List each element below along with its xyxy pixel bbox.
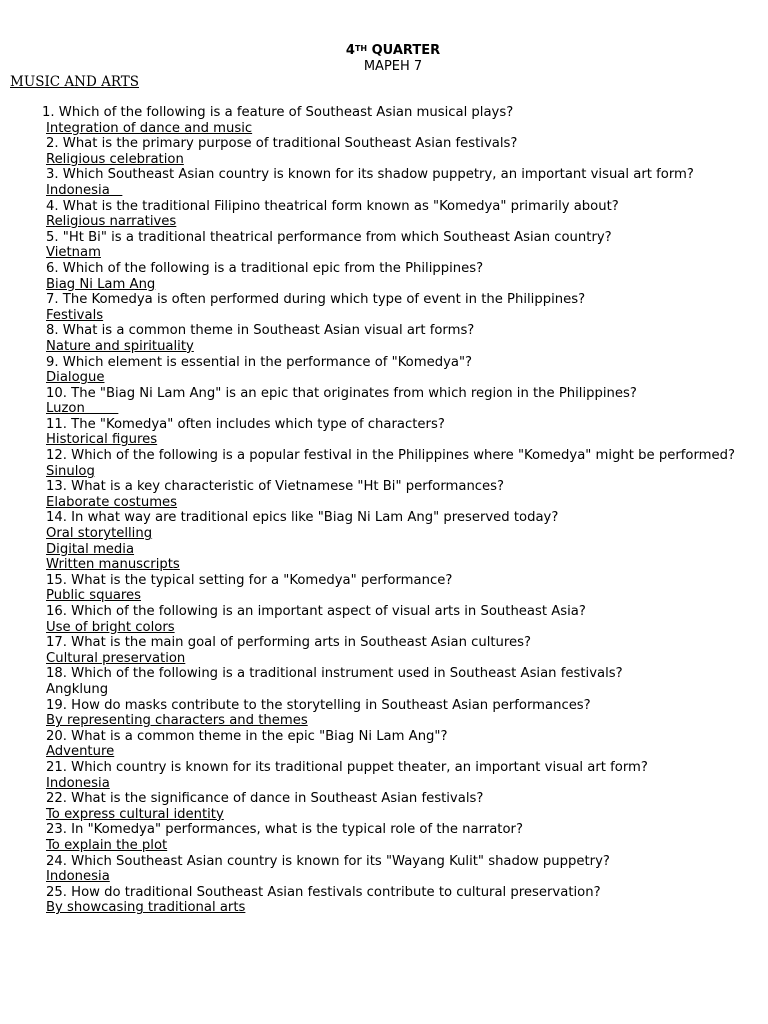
question-21: 21. Which country is known for its traditional puppet theater, an important visual art form?: [46, 759, 648, 775]
title-text: QUARTER: [367, 43, 441, 58]
answer-text: Indonesia: [46, 775, 110, 791]
question-19: 19. How do masks contribute to the storytelling in Southeast Asian performances?: [46, 697, 591, 713]
answer-text: Religious narratives: [46, 214, 177, 230]
answer-5: [46, 245, 746, 261]
page-title: [0, 43, 768, 59]
answer-18: [46, 682, 746, 698]
answer-text: Integration of dance and music: [46, 120, 253, 136]
question-14: 14. In what way are traditional epics like "Biag Ni Lam Ang" preserved today?: [46, 510, 559, 526]
question-3: 3. Which Southeast Asian country is known for its shadow puppetry, an important visual art form?: [46, 167, 694, 183]
answer-19: [46, 713, 746, 729]
answer-text: Written manuscripts: [46, 557, 180, 573]
page-subtitle: MAPEH 7: [363, 59, 423, 74]
question-20: 20. What is a common theme in the epic "Biag Ni Lam Ang"?: [46, 728, 448, 744]
answer-4: [46, 214, 746, 230]
question-6: 6. Which of the following is a traditional epic from the Philippines?: [46, 260, 484, 276]
question-4: 4. What is the traditional Filipino theatrical form known as "Komedya" primarily about?: [46, 198, 619, 214]
question-18: 18. Which of the following is a traditional instrument used in Southeast Asian festivals?: [46, 666, 623, 682]
answer-14-3: [46, 557, 746, 573]
question-2: 2. What is the primary purpose of traditional Southeast Asian festivals?: [46, 136, 518, 152]
answer-8: [46, 339, 746, 355]
question-8: 8. What is a common theme in Southeast Asian visual art forms?: [46, 323, 475, 339]
question-12: 12. Which of the following is a popular festival in the Philippines where "Komedya" might be performed?: [46, 448, 735, 464]
question-25: 25. How do traditional Southeast Asian festivals contribute to cultural preservation?: [46, 884, 601, 900]
answer-text: Vietnam: [46, 245, 101, 261]
answer-20: [46, 744, 746, 760]
answer-text: Festivals: [46, 307, 104, 323]
answer-text: Adventure: [46, 744, 115, 760]
answer-3: [46, 183, 746, 199]
answer-24: [46, 869, 746, 885]
answer-text: Public squares: [46, 588, 142, 604]
answer-text: Oral storytelling: [46, 526, 153, 542]
answer-12: [46, 464, 746, 480]
answer-text: Nature and spirituality: [46, 338, 194, 354]
question-23: 23. In "Komedya" performances, what is the typical role of the narrator?: [46, 822, 523, 838]
answer-7: [46, 308, 746, 324]
answer-25: [46, 900, 746, 916]
answer-text: Historical figures: [46, 432, 158, 448]
answer-9: [46, 370, 746, 386]
answer-16: [46, 620, 746, 636]
answer-15: [46, 588, 746, 604]
question-13: 13. What is a key characteristic of Vietnamese "Ht Bi" performances?: [46, 479, 505, 495]
answer-text: Use of bright colors: [46, 619, 175, 635]
question-22: 22. What is the significance of dance in Southeast Asian festivals?: [46, 791, 484, 807]
answer-text: Sinulog: [46, 463, 95, 479]
answer-text: By representing characters and themes: [46, 713, 308, 729]
answer-text: Indonesia: [46, 869, 110, 885]
question-16: 16. Which of the following is an important aspect of visual arts in Southeast Asia?: [46, 604, 586, 619]
question-17: 17. What is the main goal of performing arts in Southeast Asian cultures?: [46, 635, 532, 651]
question-9: 9. Which element is essential in the performance of "Komedya"?: [46, 354, 473, 370]
answer-14-1: [46, 526, 746, 542]
answer-text: Dialogue: [46, 370, 105, 386]
question-15: 15. What is the typical setting for a "Komedya" performance?: [46, 572, 453, 588]
answer-text: Religious celebration: [46, 151, 184, 167]
title-number: 4: [345, 43, 355, 58]
answer-text: To explain the plot: [46, 837, 168, 853]
answer-text: By showcasing traditional arts: [46, 900, 246, 916]
answer-2: [46, 152, 746, 168]
answer-22: [46, 807, 746, 823]
answer-text: Cultural preservation: [46, 650, 186, 666]
answer-17: [46, 651, 746, 667]
answer-10: [46, 401, 746, 417]
answer-text: Digital media: [46, 541, 135, 557]
title-superscript: TH: [354, 44, 368, 53]
answer-23: [46, 838, 746, 854]
answer-13: [46, 495, 746, 511]
answer-text: Elaborate costumes: [46, 494, 178, 510]
answer-text: Luzon: [46, 401, 119, 417]
answer-text: To express cultural identity: [46, 806, 224, 822]
answer-6: [46, 277, 746, 293]
question-7: 7. The Komedya is often performed during which type of event in the Philippines?: [46, 292, 586, 308]
answer-21: [46, 776, 746, 792]
question-24: 24. Which Southeast Asian country is known for its "Wayang Kulit" shadow puppetry?: [46, 853, 610, 869]
section-heading: MUSIC AND ARTS: [10, 74, 140, 90]
answer-1: [46, 121, 746, 137]
answer-11: [46, 432, 746, 448]
answer-text: Angklung: [46, 681, 109, 697]
question-10: 10. The "Biag Ni Lam Ang" is an epic that originates from which region in the Philippines?: [46, 385, 637, 401]
question-list: [42, 105, 746, 916]
question-1: 1. Which of the following is a feature of Southeast Asian musical plays?: [42, 105, 514, 120]
answer-text: Indonesia: [46, 182, 123, 198]
answer-text: Biag Ni Lam Ang: [46, 276, 156, 292]
question-11: 11. The "Komedya" often includes which type of characters?: [46, 416, 445, 432]
question-5: 5. "Ht Bi" is a traditional theatrical performance from which Southeast Asian country?: [46, 229, 612, 245]
answer-14-2: [46, 542, 746, 558]
